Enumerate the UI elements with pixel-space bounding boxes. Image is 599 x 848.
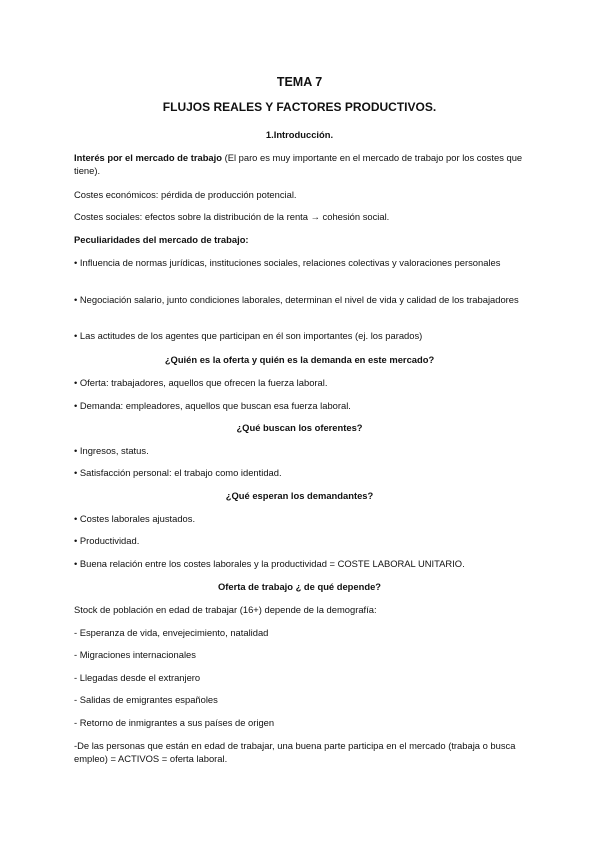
question-oferentes: ¿Qué buscan los oferentes? bbox=[236, 422, 363, 433]
question-demandantes: ¿Qué esperan los demandantes? bbox=[225, 490, 374, 501]
list-item-retorno: - Retorno de inmigrantes a sus países de origen bbox=[74, 717, 275, 728]
list-item-llegadas: - Llegadas desde el extranjero bbox=[74, 672, 201, 683]
paragraph-stock: Stock de población en edad de trabajar (16+) depende de la demografía: bbox=[74, 604, 377, 615]
list-item-oferta: • Oferta: trabajadores, aquellos que ofrecen la fuerza laboral. bbox=[74, 377, 328, 388]
list-item-peculiaridad-2: • Negociación salario, junto condiciones laborales, determinan el nivel de vida y calidad de los trabajadores bbox=[74, 294, 519, 305]
question-oferta-trabajo: Oferta de trabajo ¿ de qué depende? bbox=[217, 581, 382, 592]
list-item-peculiaridad-3: • Las actitudes de los agentes que participan en él son importantes (ej. los parados) bbox=[74, 330, 423, 341]
list-item-ingresos: • Ingresos, status. bbox=[74, 445, 149, 456]
page-title: TEMA 7 bbox=[276, 75, 323, 89]
paragraph-interes-bold: Interés por el mercado de trabajo bbox=[74, 152, 222, 163]
paragraph-interes bbox=[74, 151, 530, 177]
list-item-buena-relacion: • Buena relación entre los costes laborales y la productividad = COSTE LABORAL UNITARIO. bbox=[74, 558, 465, 569]
paragraph-interes-rest: (El paro es muy importante en el mercado de trabajo por los costes que tiene). bbox=[74, 152, 523, 176]
list-item-peculiaridad-1: • Influencia de normas jurídicas, instituciones sociales, relaciones colectivas y valoraciones personales bbox=[74, 257, 501, 268]
list-item-salidas: - Salidas de emigrantes españoles bbox=[74, 694, 218, 705]
list-item-satisfaccion: • Satisfacción personal: el trabajo como identidad. bbox=[74, 467, 282, 478]
heading-peculiaridades: Peculiaridades del mercado de trabajo: bbox=[74, 234, 249, 245]
paragraph-personas: -De las personas que están en edad de trabajar, una buena parte participa en el mercado (trabaja o busca empleo) = ACTIVOS = oferta laboral. bbox=[74, 740, 516, 764]
paragraph-costes-economicos: Costes económicos: pérdida de producción potencial. bbox=[74, 189, 297, 200]
list-item-costes-ajustados: • Costes laborales ajustados. bbox=[74, 513, 196, 524]
list-item-migraciones: - Migraciones internacionales bbox=[74, 649, 196, 660]
page-subtitle: FLUJOS REALES Y FACTORES PRODUCTIVOS. bbox=[162, 100, 437, 114]
paragraph-costes-sociales: Costes sociales: efectos sobre la distribución de la renta → cohesión social. bbox=[74, 211, 390, 222]
list-item-demanda: • Demanda: empleadores, aquellos que buscan esa fuerza laboral. bbox=[74, 400, 351, 411]
list-item-esperanza: - Esperanza de vida, envejecimiento, natalidad bbox=[74, 627, 269, 638]
question-oferta-demanda: ¿Quién es la oferta y quién es la demanda en este mercado? bbox=[164, 354, 435, 365]
section-heading: 1.Introducción. bbox=[265, 129, 334, 140]
list-item-productividad: • Productividad. bbox=[74, 535, 140, 546]
